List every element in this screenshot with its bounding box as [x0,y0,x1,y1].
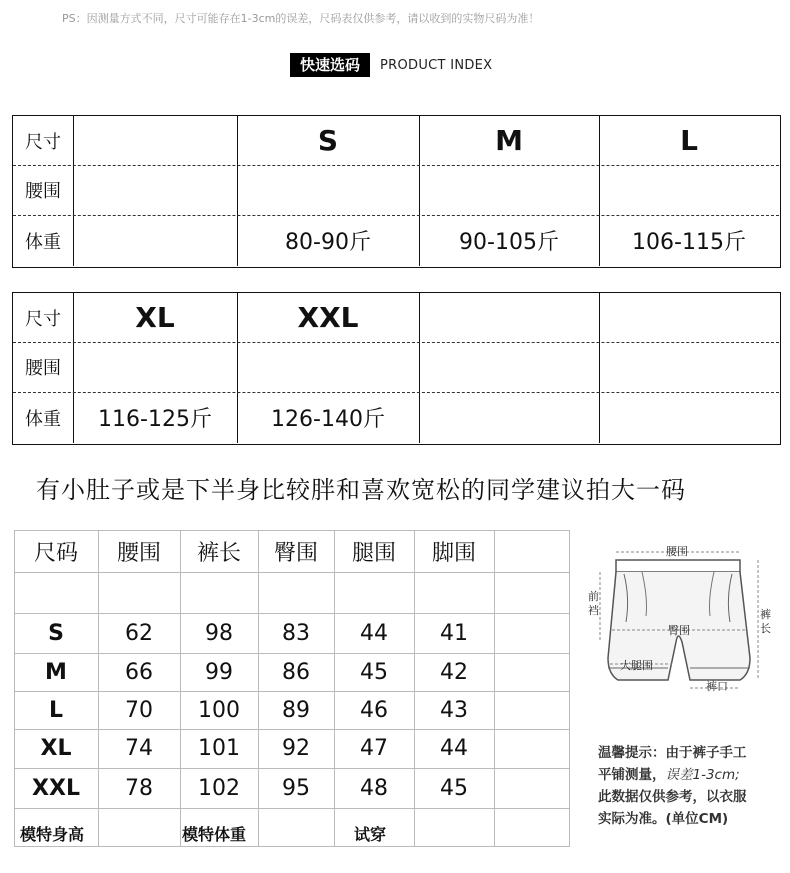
header-title: 快速选码 [290,53,370,77]
col-header-size: 尺码 [33,540,78,566]
table-cell: 48 [360,775,388,801]
model-height-label: 模特身高 [20,825,85,844]
table-cell: 62 [125,620,153,646]
diagram-hip-label: 臀围 [668,624,690,637]
table-cell: 74 [125,736,153,761]
measurement-table [14,530,570,850]
note-line-3: 此数据仅供参考，以衣服 [598,789,747,805]
size-s: S [317,124,339,157]
weight-s: 80-90斤 [285,230,371,255]
header-subtitle: PRODUCT INDEX [380,57,493,73]
table-cell: 66 [125,659,153,685]
section-header [290,53,492,77]
diagram-front-rise-label-1: 前 [588,590,599,603]
note-line-2a: 平铺测量， [598,767,666,783]
table-cell: 78 [125,775,153,801]
row-label-waist: 腰围 [25,181,61,202]
table-cell: 42 [440,659,468,685]
table-cell: 45 [440,775,468,801]
table-cell: 43 [440,697,468,723]
table-cell: 46 [360,697,388,723]
table-cell: M [45,659,67,685]
col-header-thigh: 腿围 [351,540,396,566]
quick-size-table-2 [12,292,781,445]
table-cell: 95 [282,775,310,801]
row-label-weight: 体重 [25,408,61,430]
size-m: M [495,124,523,157]
col-header-waist: 腰围 [116,540,161,566]
table-cell: 98 [205,620,233,646]
table-cell: 89 [282,697,310,723]
weight-l: 106-115斤 [632,230,746,255]
size-l: L [680,124,698,157]
table-cell: 99 [205,659,233,685]
col-header-length: 裤长 [196,540,241,566]
row-label-size: 尺寸 [25,308,61,330]
quick-size-table-1 [12,115,781,268]
table-cell: 92 [282,736,310,761]
weight-m: 90-105斤 [459,230,559,255]
table-cell: 44 [440,736,468,761]
model-weight-label: 模特体重 [182,825,247,844]
diagram-length-label-1: 裤 [760,608,771,621]
weight-xxl: 126-140斤 [271,407,385,432]
table-cell: XL [40,736,72,761]
note-line-2b: 误差1-3cm; [665,767,740,783]
table-cell: 100 [198,697,240,723]
table-cell: 83 [282,620,310,646]
diagram-length-label-2: 长 [760,622,771,635]
note-line-2 [598,764,788,786]
shorts-measure-diagram [588,538,778,713]
table-cell: 44 [360,620,388,646]
note-line-1: 温馨提示：由于裤子手工 [598,745,747,761]
diagram-thigh-label: 大腿围 [620,659,653,672]
table-cell: 47 [360,736,388,761]
row-label-size: 尺寸 [25,131,61,153]
ps-note: PS：因测量方式不同，尺寸可能存在1-3cm的误差，尺码表仅供参考，请以收到的实物尺码为准！ [62,12,540,25]
diagram-front-rise-label-2: 裆 [588,604,599,617]
col-header-hip: 臀围 [273,540,318,566]
table-cell: 102 [198,775,240,801]
table-cell: 70 [125,697,153,723]
table-cell: 86 [282,659,310,685]
size-xl: XL [135,301,175,334]
size-xxl: XXL [297,301,359,334]
diagram-hem-label: 裤口 [706,680,728,693]
table-cell: XXL [32,775,80,801]
table-cell: 45 [360,659,388,685]
col-header-hem: 脚围 [431,540,476,566]
note-line-4: 实际为准。(单位CM) [598,811,729,827]
table-cell: 101 [198,736,240,761]
table-cell: 41 [440,620,468,646]
table-cell: L [48,697,64,723]
measurement-note [598,742,788,830]
size-advice: 有小肚子或是下半身比较胖和喜欢宽松的同学建议拍大一码 [36,476,686,504]
table-cell: S [48,620,64,646]
diagram-waist-label: 腰围 [666,545,688,558]
weight-xl: 116-125斤 [98,407,212,432]
try-on-label: 试穿 [354,825,387,844]
row-label-weight: 体重 [25,231,61,253]
row-label-waist: 腰围 [25,358,61,379]
